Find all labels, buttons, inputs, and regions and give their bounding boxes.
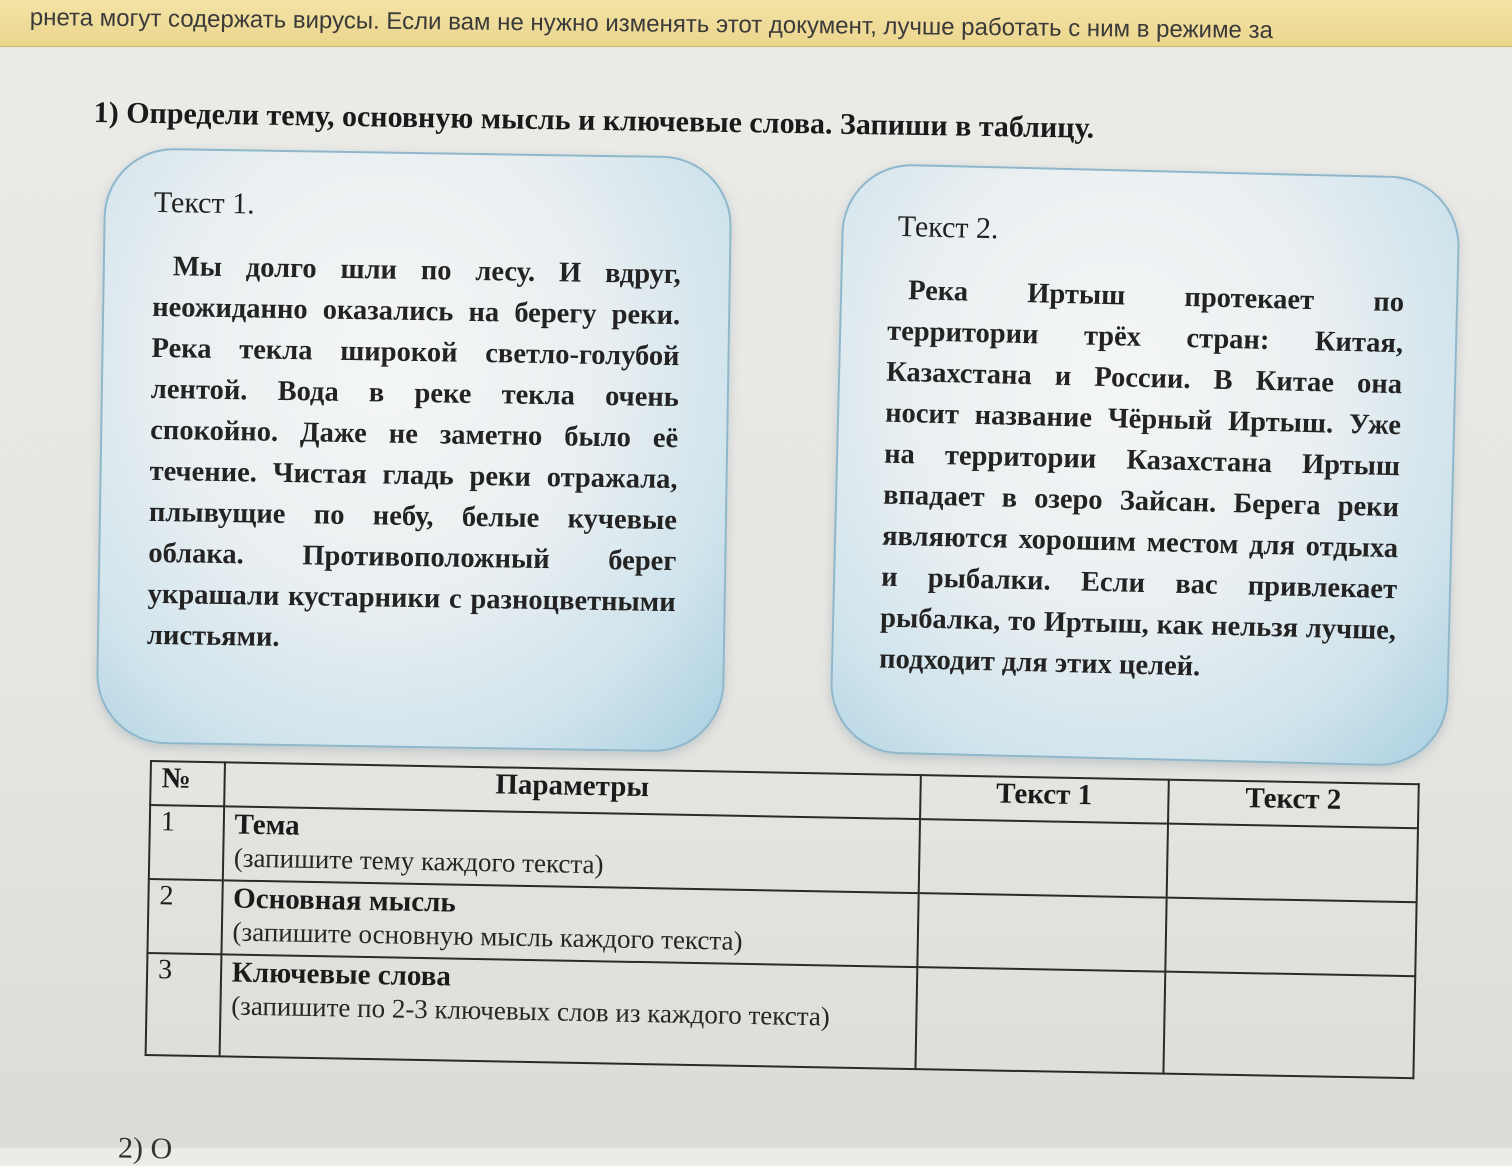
answer-cell-text1[interactable] <box>915 967 1165 1074</box>
row-parameter <box>219 954 917 1069</box>
parameter-title: Тема <box>234 808 301 842</box>
answer-cell-text2[interactable] <box>1165 898 1417 977</box>
task-title: 1) Определи тему, основную мысль и ключевые слова. Запиши в таблицу. <box>93 96 1095 145</box>
parameters-table-wrap <box>145 760 1440 1080</box>
answer-cell-text2[interactable] <box>1166 824 1418 903</box>
text-card-1 <box>95 147 732 753</box>
header-num: № <box>150 761 225 806</box>
protected-view-message: рнета могут содержать вирусы. Если вам не нужно изменять этот документ, лучше работать с ним в режиме за <box>29 4 1274 45</box>
parameter-hint: (запишите основную мысль каждого текста) <box>232 916 743 956</box>
answer-cell-text2[interactable] <box>1163 972 1415 1079</box>
row-parameter <box>221 880 918 967</box>
answer-cell-text1[interactable] <box>918 819 1168 898</box>
text-card-2-body: Река Иртыш протекает по территории трёх стран: Китая, Казахстана и России. В Китае она носит название Чёрный Иртыш. Уже на территории Казахстана Иртыш впадает в озеро Зайсан. Берега реки являются хорошим местом для отдыха и рыбалки. Если вас привлекает рыбалка, то Иртыш, как нельзя лучше, подходит для этих целей. <box>878 275 1405 683</box>
header-text2: Текст 2 <box>1168 780 1419 829</box>
parameters-table <box>145 760 1420 1079</box>
row-parameter <box>223 806 920 893</box>
text-card-2 <box>829 163 1461 768</box>
text-card-1-title: Текст 1. <box>153 185 255 221</box>
row-number: 3 <box>146 953 222 1056</box>
row-number: 1 <box>149 805 224 880</box>
answer-cell-text1[interactable] <box>917 893 1167 972</box>
table-row <box>146 953 1416 1078</box>
row-number: 2 <box>147 879 222 954</box>
document-page <box>0 46 1512 1166</box>
parameter-hint: (запишите по 2-3 ключевых слов из каждого текста) <box>230 990 831 1032</box>
header-params: Параметры <box>224 762 921 819</box>
parameter-title: Основная мысль <box>232 882 457 919</box>
next-task-fragment: 2) О <box>117 1131 173 1166</box>
parameter-title: Ключевые слова <box>231 956 452 993</box>
text-card-1-body: Мы долго шли по лесу. И вдруг, неожиданно оказались на берегу реки. Река текла широкой светло-голубой лентой. Вода в реке текла очень спокойно. Даже не заметно было её течение. Чистая гладь реки отражала, плывущие по небу, белые кучевые облака. Противоположный берег украшали кустарники с разноцветными листьями. <box>146 251 682 653</box>
header-text1: Текст 1 <box>920 775 1169 824</box>
protected-view-bar <box>0 0 1512 47</box>
text-card-2-title: Текст 2. <box>897 209 999 246</box>
parameter-hint: (запишите тему каждого текста) <box>233 842 604 880</box>
